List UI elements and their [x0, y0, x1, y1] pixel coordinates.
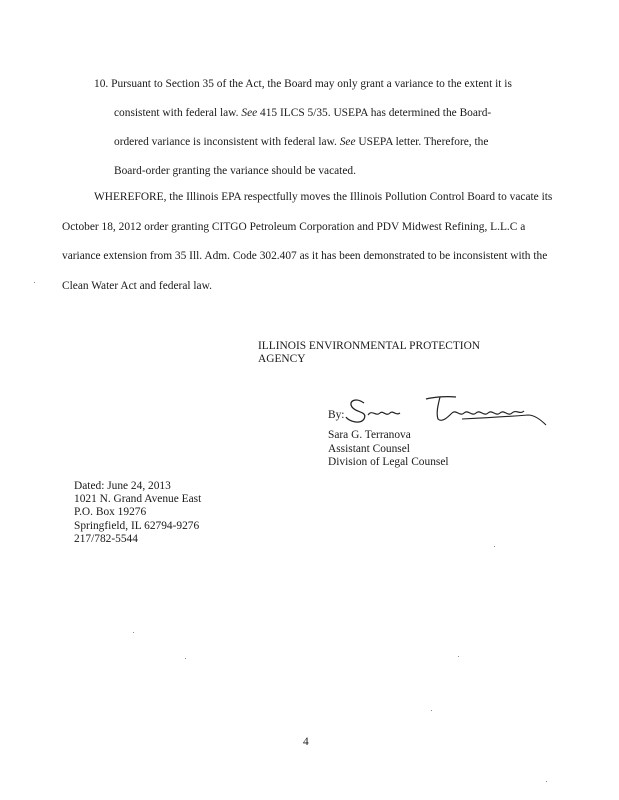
page-number: 4	[303, 736, 309, 748]
wherefore-paragraph: WHEREFORE, the Illinois EPA respectfully moves the Illinois Pollution Control Board to vacate its October 18, 2012 order granting CITGO Petroleum Corporation and PDV Midwest Refining, L.L.C a variance extension from 35 Ill. Adm. Code 302.407 as it has been demonstrated to be inconsistent with the Clean Water Act and federal law.	[62, 191, 553, 292]
signer-title: Assistant Counsel	[328, 442, 410, 455]
agency-line-2: AGENCY	[258, 353, 306, 365]
scan-speck	[494, 546, 495, 547]
paragraph-10-text-2a: consistent with federal law.	[114, 107, 242, 119]
scan-speck	[431, 710, 432, 711]
paragraph-10-text-3b: USEPA letter. Therefore, the	[355, 136, 489, 148]
scan-speck	[546, 781, 547, 782]
see-citation-2: See	[339, 136, 356, 148]
dated-line: Dated: June 24, 2013	[74, 480, 171, 492]
paragraph-10-line-1	[94, 70, 554, 99]
scan-speck	[34, 282, 35, 283]
signer-division: Division of Legal Counsel	[328, 456, 449, 468]
address-line-3: Springfield, IL 62794-9276	[74, 519, 200, 532]
paragraph-10	[94, 70, 554, 186]
agency-line-1: ILLINOIS ENVIRONMENTAL PROTECTION	[258, 340, 481, 352]
signature-block	[328, 403, 568, 470]
paragraph-10-text-2b: 415 ILCS 5/35. USEPA has determined the Board-	[257, 107, 492, 119]
paragraph-number: 10.	[94, 78, 109, 90]
dated-address-block	[74, 480, 274, 546]
signature-line	[328, 403, 568, 423]
paragraph-10-line-3	[94, 128, 554, 157]
scan-speck	[185, 658, 186, 659]
scan-speck	[458, 656, 459, 657]
see-citation-1: See	[241, 107, 258, 119]
handwritten-signature-icon	[342, 391, 552, 427]
address-line-1: 1021 N. Grand Avenue East	[74, 493, 202, 506]
signer-name: Sara G. Terranova	[328, 429, 411, 441]
paragraph-10-text-1: Pursuant to Section 35 of the Act, the Board may only grant a variance to the extent it is	[111, 78, 512, 90]
by-label: By:	[328, 409, 345, 421]
paragraph-10-line-2	[94, 99, 554, 128]
scan-speck	[133, 632, 134, 633]
paragraph-10-text-3a: ordered variance is inconsistent with federal law.	[114, 136, 340, 148]
agency-name	[258, 340, 518, 366]
phone-number: 217/782-5544	[74, 532, 138, 545]
paragraph-10-line-4: Board-order granting the variance should be vacated.	[114, 165, 356, 177]
address-line-2: P.O. Box 19276	[74, 506, 147, 519]
